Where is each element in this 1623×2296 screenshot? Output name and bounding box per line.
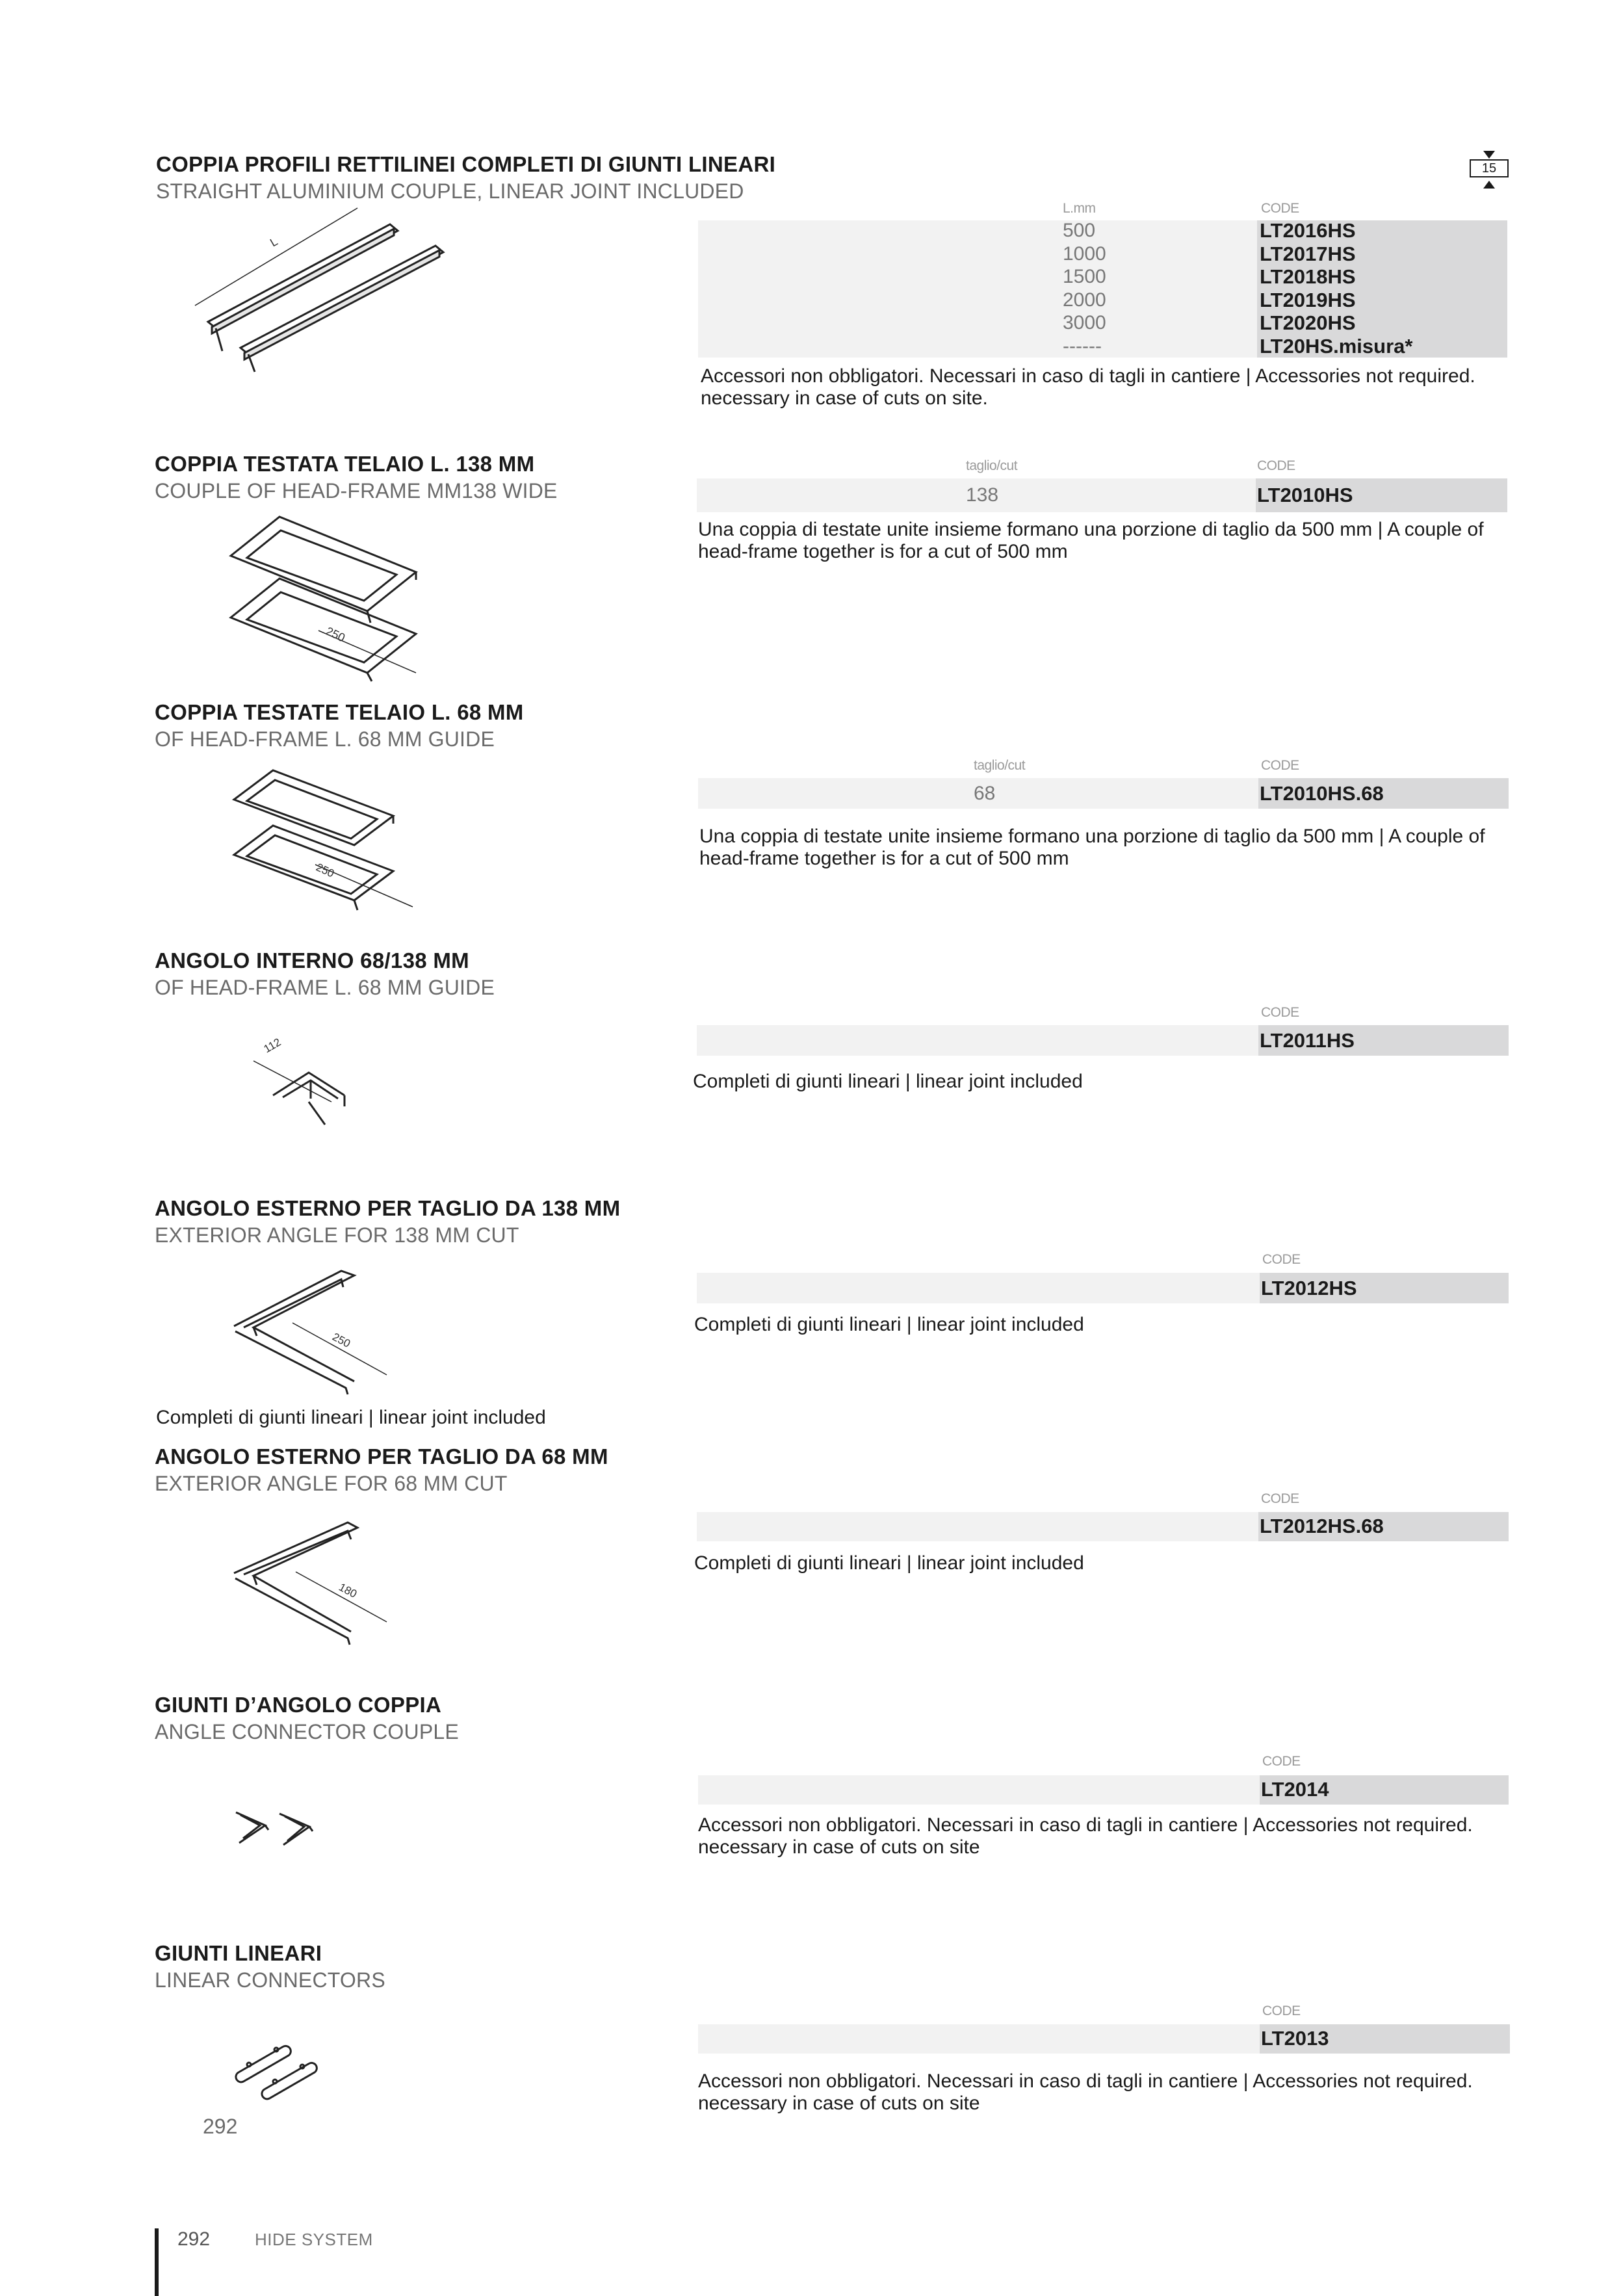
- head-frame-68-drawing: [224, 761, 432, 917]
- section-note: Accessori non obbligatori. Necessari in caso di tagli in cantiere | Accessories not required. necessary in case of cuts on site: [698, 1814, 1473, 1858]
- drawing-label: 112: [261, 1036, 283, 1056]
- table-cell-code: LT2017HS: [1260, 242, 1356, 265]
- section-title: ANGOLO INTERNO 68/138 MM: [155, 948, 469, 972]
- section-title: COPPIA TESTATE TELAIO L. 68 MM: [155, 700, 524, 724]
- page-marker-number: 15: [1481, 161, 1497, 176]
- column-header-code: CODE: [1261, 758, 1299, 773]
- section-note: Accessori non obbligatori. Necessari in caso di tagli in cantiere | Accessories not required. necessary in case of cuts on site: [698, 2070, 1473, 2114]
- section-subtitle: EXTERIOR ANGLE FOR 68 MM CUT: [155, 1472, 508, 1495]
- table-cell-length: 1000: [1063, 242, 1106, 265]
- footer-page-number: 292: [177, 2228, 211, 2250]
- table-cell-code: LT2011HS: [1260, 1029, 1355, 1052]
- table-band: [698, 220, 1257, 358]
- column-header-code: CODE: [1261, 1491, 1299, 1506]
- drawing-label: 292: [203, 2115, 238, 2138]
- drawing-label: 180: [337, 1580, 359, 1600]
- drawing-label: L: [268, 235, 280, 250]
- section-subtitle: OF HEAD-FRAME L. 68 MM GUIDE: [155, 727, 495, 751]
- exterior-angle-68-drawing: [227, 1515, 390, 1645]
- page-marker: [1468, 151, 1511, 190]
- section-extra-note: Completi di giunti lineari | linear joint included: [156, 1407, 546, 1428]
- table-cell-code: LT2016HS: [1260, 219, 1356, 242]
- table-band: [697, 1025, 1258, 1056]
- section-subtitle: LINEAR CONNECTORS: [155, 1968, 385, 1992]
- section-note: Completi di giunti lineari | linear joint included: [693, 1071, 1083, 1092]
- section-subtitle: EXTERIOR ANGLE FOR 138 MM CUT: [155, 1223, 519, 1247]
- table-cell-length: 500: [1063, 220, 1096, 241]
- table-cell-cut: 138: [966, 484, 999, 506]
- section-note: Completi di giunti lineari | linear joint included: [694, 1552, 1084, 1574]
- straight-profiles-drawing: [188, 202, 461, 377]
- footer-brand: HIDE SYSTEM: [255, 2230, 373, 2249]
- angle-connectors-drawing: [233, 1807, 324, 1853]
- linear-connectors-drawing: [231, 2048, 328, 2106]
- section-subtitle: STRAIGHT ALUMINIUM COUPLE, LINEAR JOINT INCLUDED: [156, 179, 744, 203]
- section-subtitle: OF HEAD-FRAME L. 68 MM GUIDE: [155, 976, 495, 999]
- section-title: ANGOLO ESTERNO PER TAGLIO DA 138 MM: [155, 1196, 621, 1220]
- section-subtitle: COUPLE OF HEAD-FRAME MM138 WIDE: [155, 479, 558, 502]
- table-band: [697, 1512, 1258, 1541]
- section-subtitle: ANGLE CONNECTOR COUPLE: [155, 1720, 459, 1743]
- section-note: Una coppia di testate unite insieme formano una porzione di taglio da 500 mm | A couple of head-frame together is for a cut of 500 mm: [698, 519, 1484, 562]
- column-header-cut: taglio/cut: [966, 458, 1018, 473]
- table-cell-code: LT2018HS: [1260, 265, 1356, 288]
- table-cell-length: ------: [1063, 335, 1102, 357]
- table-cell-length: 2000: [1063, 289, 1106, 311]
- column-header-code: CODE: [1257, 458, 1295, 473]
- table-cell-code: LT2019HS: [1260, 288, 1356, 311]
- drawing-label: 250: [324, 624, 347, 645]
- column-header-code: CODE: [1262, 2003, 1301, 2018]
- table-cell-code: LT2013: [1261, 2027, 1329, 2050]
- column-header-length: L.mm: [1063, 201, 1096, 216]
- table-cell-code: LT2010HS: [1257, 484, 1353, 506]
- table-cell-code: LT2012HS.68: [1260, 1515, 1384, 1537]
- exterior-angle-138-drawing: [227, 1261, 390, 1391]
- section-title: ANGOLO ESTERNO PER TAGLIO DA 68 MM: [155, 1444, 608, 1468]
- column-header-cut: taglio/cut: [974, 758, 1026, 773]
- table-cell-code: LT2010HS.68: [1260, 782, 1384, 805]
- column-header-code: CODE: [1261, 1005, 1299, 1020]
- table-cell-code: LT2014: [1261, 1778, 1329, 1801]
- column-header-code: CODE: [1262, 1252, 1301, 1267]
- table-band: [698, 1775, 1260, 1805]
- section-note: Una coppia di testate unite insieme formano una porzione di taglio da 500 mm | A couple of head-frame together is for a cut of 500 mm: [699, 826, 1485, 869]
- table-cell-length: 1500: [1063, 266, 1106, 287]
- section-note: Completi di giunti lineari | linear joint included: [694, 1314, 1084, 1335]
- table-cell-cut: 68: [974, 783, 996, 804]
- column-header-code: CODE: [1261, 201, 1299, 216]
- section-title: COPPIA PROFILI RETTILINEI COMPLETI DI GIUNTI LINEARI: [156, 152, 776, 176]
- drawing-label: 250: [314, 861, 337, 880]
- section-title: COPPIA TESTATA TELAIO L. 138 MM: [155, 452, 535, 476]
- footer-rule: [155, 2228, 159, 2296]
- table-cell-length: 3000: [1063, 312, 1106, 333]
- table-band: [697, 1273, 1260, 1303]
- interior-angle-drawing: [247, 1034, 364, 1131]
- length-column: [1063, 219, 1106, 358]
- table-cell-code: LT2020HS: [1260, 311, 1356, 334]
- code-column: [1260, 219, 1412, 358]
- section-title: GIUNTI D’ANGOLO COPPIA: [155, 1693, 442, 1717]
- section-title: GIUNTI LINEARI: [155, 1941, 322, 1965]
- head-frame-138-drawing: [221, 507, 435, 683]
- table-cell-code: LT20HS.misura*: [1260, 334, 1413, 358]
- section-note: Accessori non obbligatori. Necessari in caso di tagli in cantiere | Accessories not required. necessary in case of cuts on site.: [701, 365, 1475, 409]
- table-cell-code: LT2012HS: [1261, 1277, 1357, 1299]
- table-band: [698, 2024, 1260, 2054]
- column-header-code: CODE: [1262, 1754, 1301, 1769]
- drawing-label: 250: [330, 1330, 353, 1350]
